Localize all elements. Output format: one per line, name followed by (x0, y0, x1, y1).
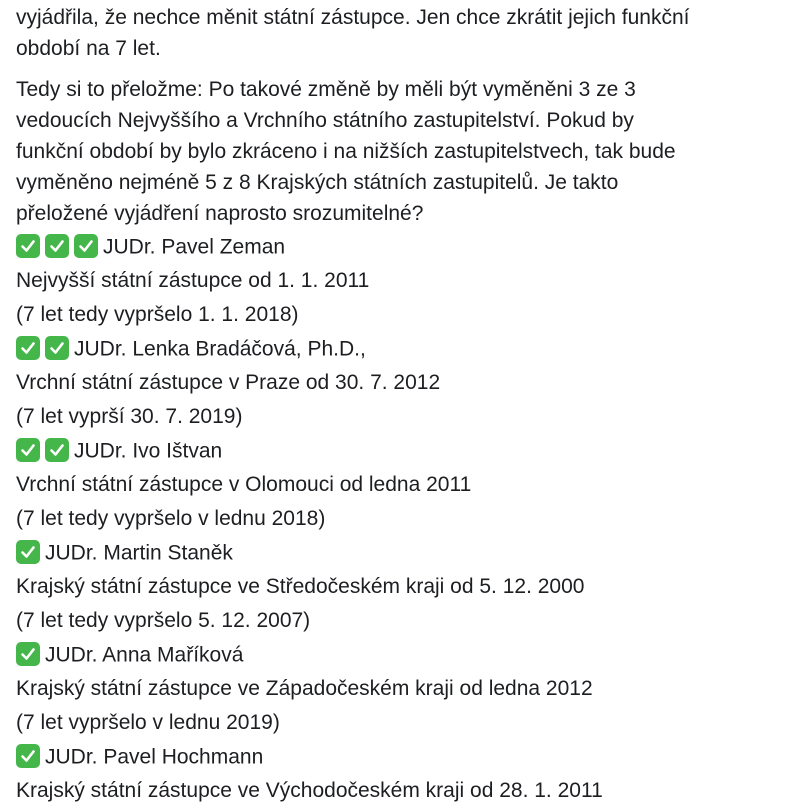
prosecutor-name: JUDr. Lenka Bradáčová, Ph.D., (74, 337, 366, 361)
prosecutor-name: JUDr. Pavel Hochmann (45, 745, 264, 769)
check-group (16, 638, 45, 672)
check-mark-icon (16, 438, 40, 462)
check-mark-icon (16, 744, 40, 768)
text-line: vedoucích Nejvyššího a Vrchního státního zastupitelství. Pokud by (16, 109, 634, 132)
translation-paragraph (16, 74, 796, 229)
prosecutor-position: Vrchní státní zástupce v Olomouci od ledna 2011 (16, 473, 472, 496)
check-mark-icon (16, 642, 40, 666)
intro-paragraph (16, 2, 796, 64)
text-line: vyměněno nejméně 5 z 8 Krajských státních zastupitelů. Je takto (16, 171, 619, 194)
prosecutor-entry (16, 536, 796, 638)
term-note: (7 let vypršelo v lednu 2019) (16, 711, 280, 734)
check-mark-icon (45, 438, 69, 462)
prosecutor-entry (16, 332, 796, 434)
check-group (16, 332, 74, 366)
prosecutor-entry (16, 638, 796, 740)
term-note: (7 let tedy vypršelo v lednu 2018) (16, 507, 326, 530)
check-mark-icon (16, 540, 40, 564)
check-group (16, 230, 103, 264)
prosecutor-position: Krajský státní zástupce ve Východočeském kraji od 28. 1. 2011 (16, 779, 603, 802)
check-group (16, 434, 74, 468)
text-line: období na 7 let. (16, 37, 161, 60)
prosecutor-entry (16, 740, 796, 808)
term-note: (7 let tedy vypršelo 1. 1. 2018) (16, 303, 299, 326)
prosecutor-name: JUDr. Ivo Ištvan (74, 439, 223, 463)
check-mark-icon (16, 336, 40, 360)
text-line: Tedy si to přeložme: Po takové změně by měli být vyměněni 3 ze 3 (16, 78, 636, 101)
text-line: vyjádřila, že nechce měnit státní zástupce. Jen chce zkrátit jejich funkční (16, 6, 690, 29)
check-group (16, 740, 45, 774)
check-mark-icon (16, 234, 40, 258)
prosecutor-position: Nejvyšší státní zástupce od 1. 1. 2011 (16, 269, 370, 292)
prosecutor-position: Krajský státní zástupce ve Středočeském kraji od 5. 12. 2000 (16, 575, 585, 598)
check-mark-icon (45, 234, 69, 258)
text-line: přeložené vyjádření naprosto srozumitelné? (16, 202, 424, 225)
term-note: (7 let vyprší 30. 7. 2019) (16, 405, 243, 428)
check-group (16, 536, 45, 570)
term-note: (7 let tedy vypršelo 5. 12. 2007) (16, 609, 311, 632)
prosecutor-position: Vrchní státní zástupce v Praze od 30. 7. 2012 (16, 371, 441, 394)
text-line: funkční období by bylo zkráceno i na nižších zastupitelstvech, tak bude (16, 140, 676, 163)
prosecutor-entry (16, 434, 796, 536)
prosecutor-name: JUDr. Martin Staněk (45, 541, 233, 565)
prosecutor-position: Krajský státní zástupce ve Západočeském kraji od ledna 2012 (16, 677, 593, 700)
check-mark-icon (74, 234, 98, 258)
prosecutor-entry (16, 230, 796, 332)
check-mark-icon (45, 336, 69, 360)
prosecutor-name: JUDr. Pavel Zeman (103, 235, 286, 259)
prosecutor-name: JUDr. Anna Maříková (45, 643, 244, 667)
